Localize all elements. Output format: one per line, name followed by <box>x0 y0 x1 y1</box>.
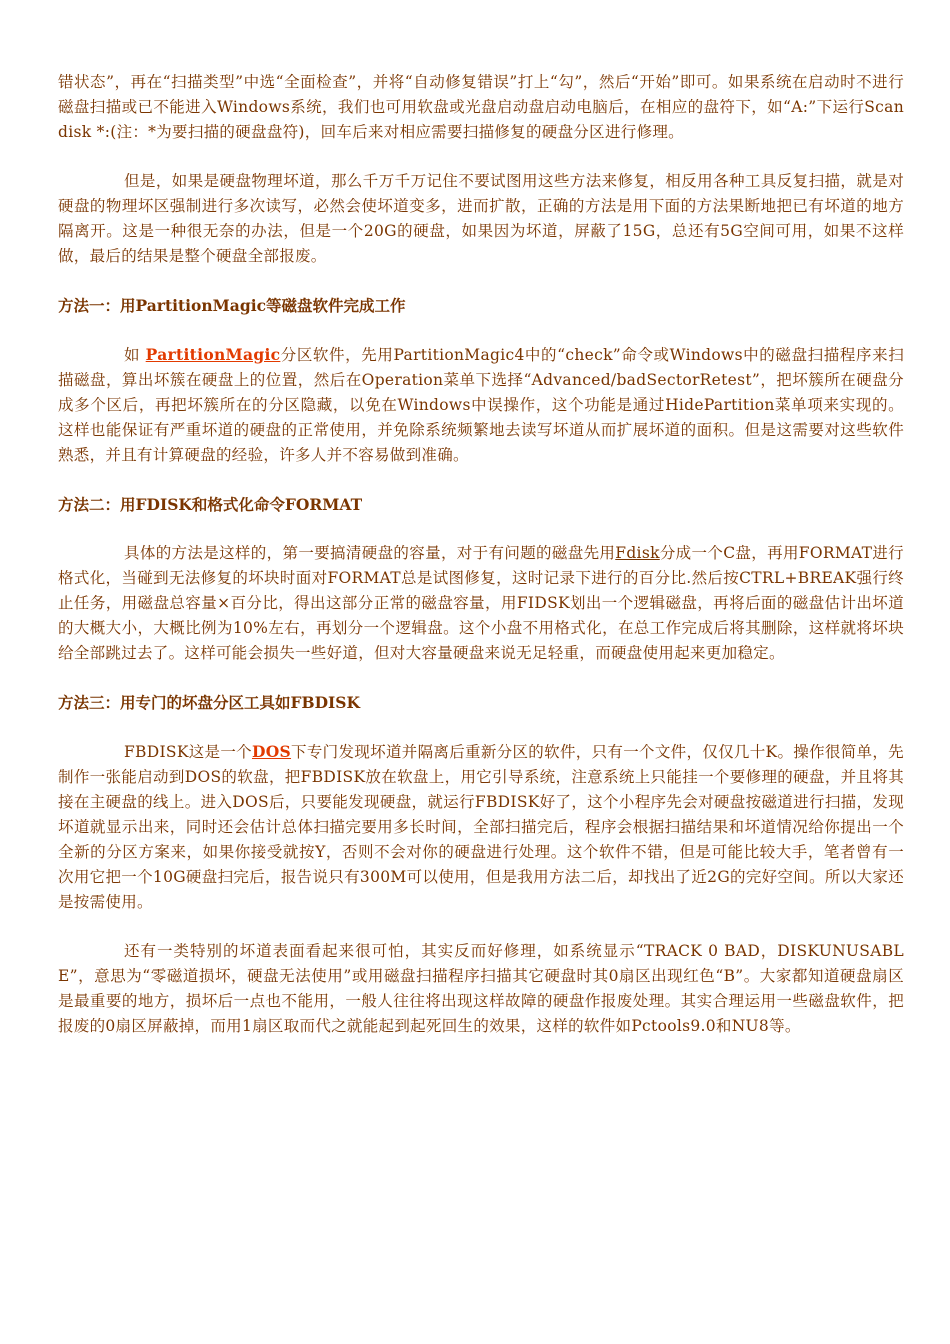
paragraph-method-two <box>58 541 904 666</box>
paragraph-method-three <box>58 739 904 915</box>
fdisk-link[interactable]: Fdisk <box>615 544 660 562</box>
text-segment: 分成一个C盘，再用FORMAT进行格式化，当碰到无法修复的坏块时面对FORMAT总是试图修复，这时记录下进行的百分比.然后按CTRL+BREAK强行终止任务，用磁盘总容量×百分比，得出这部分正常的磁盘容量，用FIDSK划出一个逻辑磁盘，再将后面的磁盘估计出坏道的大概大小，大概比例为10%左右，再划分一个逻辑盘。这个小盘不用格式化，在总工作完成后将其删除，这样就将坏块给全部跳过去了。这样可能会损失一些好道，但对大容量硬盘来说无足轻重，而硬盘使用起来更加稳定。 <box>58 544 904 662</box>
heading-method-two: 方法二：用FDISK和格式化命令FORMAT <box>58 495 363 514</box>
text-segment: 具体的方法是这样的，第一要搞清硬盘的容量，对于有问题的磁盘先用 <box>124 544 616 562</box>
heading-method-one: 方法一：用PartitionMagic等磁盘软件完成工作 <box>58 296 406 315</box>
text-segment: 分区软件，先用PartitionMagic4中的“check”命令或Windows中的磁盘扫描程序来扫描磁盘，算出坏簇在硬盘上的位置，然后在Operation菜单下选择“Advanced/badSectorRetest”，把坏簇所在硬盘分成多个区后，再把坏簇所在的分区隐藏，以免在Windows中误操作，这个功能是通过HidePartition菜单项来实现的。这样也能保证有严重坏道的硬盘的正常使用，并免除系统频繁地去读写坏道从而扩展坏道的面积。但是这需要对这些软件熟悉，并且有计算硬盘的经验，许多人并不容易做到准确。 <box>58 346 904 464</box>
dos-link[interactable]: DOS <box>251 742 292 761</box>
heading-method-three: 方法三：用专门的坏盘分区工具如FBDISK <box>58 693 360 712</box>
paragraph-physical-bad-sectors: 但是，如果是硬盘物理坏道，那么千万千万记住不要试图用这些方法来修复，相反用各种工具反复扫描，就是对硬盘的物理坏区强制进行多次读写，必然会使坏道变多，进而扩散，正确的方法是用下面的方法果断地把已有坏道的地方隔离开。这是一种很无奈的办法，但是一个20G的硬盘，如果因为坏道，屏蔽了15G，总还有5G空间可用，如果不这样做，最后的结果是整个硬盘全部报废。 <box>58 172 904 265</box>
paragraph-track-zero: 还有一类特别的坏道表面看起来很可怕，其实反而好修理，如系统显示“TRACK 0 BAD，DISKUNUSABLE”，意思为“零磁道损坏，硬盘无法使用”或用磁盘扫描程序扫描其它硬盘时其0扇区出现红色“B”。大家都知道硬盘扇区是最重要的地方，损坏后一点也不能用，一般人往往将出现这样故障的硬盘作报废处理。其实合理运用一些磁盘软件，把报废的0扇区屏蔽掉，而用1扇区取而代之就能起到起死回生的效果，这样的软件如Pctools9.0和NU8等。 <box>58 942 904 1035</box>
paragraph-scandisk: 错状态”，再在“扫描类型”中选“全面检查”，并将“自动修复错误”打上“勾”，然后“开始”即可。如果系统在启动时不进行磁盘扫描或已不能进入Windows系统，我们也可用软盘或光盘启动盘启动电脑后，在相应的盘符下，如“A:”下运行Scandisk *:(注：*为要扫描的硬盘盘符)，回车后来对相应需要扫描修复的硬盘分区进行修理。 <box>58 73 904 141</box>
text-segment: 如 <box>124 346 146 364</box>
text-segment: 下专门发现坏道并隔离后重新分区的软件，只有一个文件，仅仅几十K。操作很简单，先制作一张能启动到DOS的软盘，把FBDISK放在软盘上，用它引导系统，注意系统上只能挂一个要修理的硬盘，并且将其接在主硬盘的线上。进入DOS后，只要能发现硬盘，就运行FBDISK好了，这个小程序先会对硬盘按磁道进行扫描，发现坏道就显示出来，同时还会估计总体扫描完要用多长时间，全部扫描完后，程序会根据扫描结果和坏道情况给你提出一个全新的分区方案来，如果你接受就按Y，否则不会对你的硬盘进行处理。这个软件不错，但是可能比较大手，笔者曾有一次用它把一个10G硬盘扫完后，报告说只有300M可以使用，但是我用方法二后，却找出了近2G的完好空间。所以大家还是按需使用。 <box>58 743 904 911</box>
document-page <box>58 70 904 1039</box>
text-segment: FBDISK这是一个 <box>124 743 252 761</box>
paragraph-method-one <box>58 342 904 468</box>
partitionmagic-link[interactable]: PartitionMagic <box>145 345 281 364</box>
